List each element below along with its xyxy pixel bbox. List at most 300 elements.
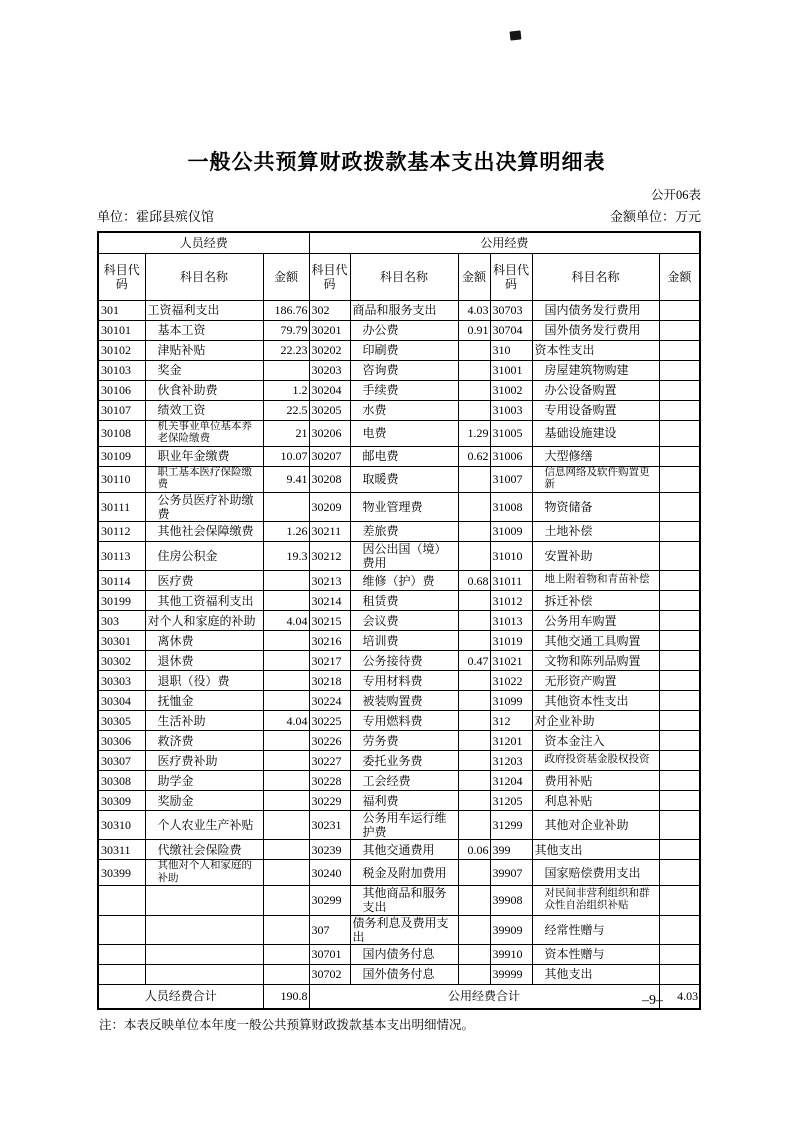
- subject-name-cell: 生活补助: [145, 711, 263, 731]
- subject-name-cell: 机关事业单位基本养老保险缴费: [145, 421, 263, 447]
- subject-name-cell: 劳务费: [350, 731, 458, 751]
- subject-code-cell: 30114: [98, 571, 145, 591]
- col-header-subject-code-1: 科目代码: [98, 254, 145, 301]
- amount-cell: [659, 611, 700, 631]
- amount-cell: [263, 860, 309, 886]
- subject-code-cell: 31204: [490, 771, 532, 791]
- amount-cell: [458, 361, 490, 381]
- amount-cell: 0.68: [458, 571, 490, 591]
- subject-code-cell: 30225: [309, 711, 350, 731]
- amount-cell: [458, 492, 490, 521]
- col-header-subject-name-3: 科目名称: [532, 254, 659, 301]
- subject-code-cell: 303: [98, 611, 145, 631]
- subject-code-cell: 39909: [490, 915, 532, 944]
- amount-cell: [659, 671, 700, 691]
- table-row: [98, 321, 700, 341]
- amount-cell: 10.07: [263, 446, 309, 466]
- subject-name-cell: 绩效工资: [145, 401, 263, 421]
- table-row: [98, 731, 700, 751]
- table-row: [98, 651, 700, 671]
- subject-name-cell: 商品和服务支出: [350, 301, 458, 321]
- subject-code-cell: 30702: [309, 964, 350, 984]
- amount-cell: [458, 691, 490, 711]
- public-total-label: 公用经费合计: [309, 984, 659, 1009]
- group-header-public: 公用经费: [309, 232, 700, 254]
- table-row: [98, 492, 700, 521]
- subject-name-cell: 专用设备购置: [532, 401, 659, 421]
- amount-cell: [263, 811, 309, 840]
- subject-name-cell: 物业管理费: [350, 492, 458, 521]
- subject-name-cell: 医疗费补助: [145, 751, 263, 771]
- table-row: [98, 751, 700, 771]
- amount-cell: 1.26: [263, 521, 309, 541]
- subject-name-cell: 其他资本性支出: [532, 691, 659, 711]
- amount-cell: [458, 341, 490, 361]
- amount-cell: 0.91: [458, 321, 490, 341]
- subject-name-cell: 维修（护）费: [350, 571, 458, 591]
- subject-name-cell: 税金及附加费用: [350, 860, 458, 886]
- table-row: [98, 860, 700, 886]
- subject-code-cell: 30308: [98, 771, 145, 791]
- subject-code-cell: 30305: [98, 711, 145, 731]
- subject-code-cell: 30228: [309, 771, 350, 791]
- subject-code-cell: 399: [490, 840, 532, 860]
- amount-cell: [659, 711, 700, 731]
- table-row: [98, 915, 700, 944]
- subject-code-cell: [98, 964, 145, 984]
- amount-cell: [458, 466, 490, 492]
- subject-name-cell: 公务员医疗补助缴费: [145, 492, 263, 521]
- col-header-amount-3: 金额: [659, 254, 700, 301]
- subject-code-cell: 31012: [490, 591, 532, 611]
- subject-name-cell: 奖金: [145, 361, 263, 381]
- amount-cell: [263, 944, 309, 964]
- amount-cell: [458, 611, 490, 631]
- col-header-amount-2: 金额: [458, 254, 490, 301]
- subject-code-cell: 31299: [490, 811, 532, 840]
- subject-name-cell: 奖励金: [145, 791, 263, 811]
- subject-name-cell: 基础设施建设: [532, 421, 659, 447]
- subject-code-cell: 30112: [98, 521, 145, 541]
- unit-label: 单位：霍邱县殡仪馆: [97, 209, 215, 224]
- amount-cell: [659, 791, 700, 811]
- subject-code-cell: 31002: [490, 381, 532, 401]
- subject-code-cell: 30103: [98, 361, 145, 381]
- subject-code-cell: 31013: [490, 611, 532, 631]
- subject-code-cell: 30311: [98, 840, 145, 860]
- subject-code-cell: 30240: [309, 860, 350, 886]
- subject-name-cell: 资本性支出: [532, 341, 659, 361]
- amount-cell: [263, 915, 309, 944]
- subject-code-cell: 30302: [98, 651, 145, 671]
- subject-name-cell: 公务接待费: [350, 651, 458, 671]
- amount-cell: [659, 811, 700, 840]
- amount-cell: [659, 341, 700, 361]
- table-row: [98, 591, 700, 611]
- subject-name-cell: 被装购置费: [350, 691, 458, 711]
- amount-cell: [458, 811, 490, 840]
- subject-name-cell: 福利费: [350, 791, 458, 811]
- amount-cell: [458, 731, 490, 751]
- subject-name-cell: 退职（役）费: [145, 671, 263, 691]
- amount-cell: [659, 886, 700, 915]
- subject-code-cell: 30206: [309, 421, 350, 447]
- subject-code-cell: 39999: [490, 964, 532, 984]
- subject-code-cell: 31205: [490, 791, 532, 811]
- public-total-value: 4.03: [659, 984, 700, 1009]
- subject-code-cell: 30108: [98, 421, 145, 447]
- subject-code-cell: 30701: [309, 944, 350, 964]
- subject-name-cell: 其他工资福利支出: [145, 591, 263, 611]
- subject-name-cell: 邮电费: [350, 446, 458, 466]
- amount-cell: [263, 492, 309, 521]
- subject-code-cell: 31007: [490, 466, 532, 492]
- subject-name-cell: [145, 886, 263, 915]
- subject-code-cell: 30703: [490, 301, 532, 321]
- amount-cell: [659, 840, 700, 860]
- amount-cell: [458, 771, 490, 791]
- subject-name-cell: 国内债务发行费用: [532, 301, 659, 321]
- amount-cell: [263, 751, 309, 771]
- table-row: [98, 466, 700, 492]
- amount-cell: [263, 361, 309, 381]
- subject-name-cell: 差旅费: [350, 521, 458, 541]
- subject-code-cell: 30205: [309, 401, 350, 421]
- subject-name-cell: 助学金: [145, 771, 263, 791]
- amount-cell: 4.04: [263, 611, 309, 631]
- table-row: [98, 446, 700, 466]
- table-row: [98, 671, 700, 691]
- subject-name-cell: 工资福利支出: [145, 301, 263, 321]
- totals-row: [98, 984, 700, 1009]
- amount-cell: [659, 381, 700, 401]
- subject-name-cell: 办公设备购置: [532, 381, 659, 401]
- amount-cell: [263, 886, 309, 915]
- page-title: 一般公共预算财政拨款基本支出决算明细表: [187, 150, 606, 174]
- subject-code-cell: 30304: [98, 691, 145, 711]
- subject-name-cell: 职工基本医疗保险缴费: [145, 466, 263, 492]
- subject-name-cell: 伙食补助费: [145, 381, 263, 401]
- table-row: [98, 381, 700, 401]
- subject-code-cell: 31022: [490, 671, 532, 691]
- column-header-row: [98, 254, 700, 301]
- subject-code-cell: 31006: [490, 446, 532, 466]
- subject-code-cell: 31011: [490, 571, 532, 591]
- amount-cell: 1.29: [458, 421, 490, 447]
- subject-code-cell: [98, 886, 145, 915]
- content-area: [97, 185, 701, 1033]
- subject-code-cell: 31201: [490, 731, 532, 751]
- amount-cell: [659, 301, 700, 321]
- subject-code-cell: 31203: [490, 751, 532, 771]
- subject-name-cell: 个人农业生产补贴: [145, 811, 263, 840]
- col-header-subject-name-2: 科目名称: [350, 254, 458, 301]
- note-text: 注：本表反映单位本年度一般公共预算财政拨款基本支出明细情况。: [99, 1017, 475, 1032]
- table-row: [98, 840, 700, 860]
- group-header-personnel: 人员经费: [98, 232, 309, 254]
- amount-cell: [458, 711, 490, 731]
- subject-name-cell: 手续费: [350, 381, 458, 401]
- subject-code-cell: 310: [490, 341, 532, 361]
- subject-name-cell: 对个人和家庭的补助: [145, 611, 263, 631]
- subject-code-cell: 30399: [98, 860, 145, 886]
- amount-cell: [458, 915, 490, 944]
- amount-cell: [458, 401, 490, 421]
- subject-code-cell: 30303: [98, 671, 145, 691]
- subject-code-cell: 30214: [309, 591, 350, 611]
- amount-cell: 0.06: [458, 840, 490, 860]
- amount-cell: [458, 964, 490, 984]
- subject-name-cell: 物资储备: [532, 492, 659, 521]
- subject-code-cell: [98, 944, 145, 964]
- amount-cell: [659, 631, 700, 651]
- subject-name-cell: [145, 915, 263, 944]
- subject-name-cell: 土地补偿: [532, 521, 659, 541]
- subject-name-cell: 地上附着物和青苗补偿: [532, 571, 659, 591]
- subject-code-cell: 30226: [309, 731, 350, 751]
- subject-name-cell: 职业年金缴费: [145, 446, 263, 466]
- subject-name-cell: 基本工资: [145, 321, 263, 341]
- subject-code-cell: 31019: [490, 631, 532, 651]
- table-row: [98, 541, 700, 570]
- amount-cell: [659, 446, 700, 466]
- amount-cell: [263, 631, 309, 651]
- amount-cell: [458, 671, 490, 691]
- amount-cell: [659, 691, 700, 711]
- subject-name-cell: 对民间非营利组织和群众性自治组织补贴: [532, 886, 659, 915]
- subject-name-cell: 其他对企业补助: [532, 811, 659, 840]
- subject-code-cell: 30211: [309, 521, 350, 541]
- amount-cell: [659, 944, 700, 964]
- subject-code-cell: 30107: [98, 401, 145, 421]
- subject-code-cell: 30102: [98, 341, 145, 361]
- subject-name-cell: 信息网络及软件购置更新: [532, 466, 659, 492]
- subject-code-cell: 30299: [309, 886, 350, 915]
- sheet-label: 公开06表: [650, 188, 701, 202]
- subject-name-cell: 救济费: [145, 731, 263, 751]
- subject-code-cell: 30301: [98, 631, 145, 651]
- subject-name-cell: [145, 964, 263, 984]
- amount-cell: 22.23: [263, 341, 309, 361]
- table-row: [98, 571, 700, 591]
- subject-name-cell: 国家赔偿费用支出: [532, 860, 659, 886]
- table-row: [98, 341, 700, 361]
- subject-code-cell: 39907: [490, 860, 532, 886]
- table-row: [98, 791, 700, 811]
- subject-name-cell: 专用燃料费: [350, 711, 458, 731]
- subject-name-cell: 印刷费: [350, 341, 458, 361]
- subject-name-cell: 国外债务发行费用: [532, 321, 659, 341]
- subject-code-cell: 30199: [98, 591, 145, 611]
- subject-code-cell: 312: [490, 711, 532, 731]
- subject-code-cell: 30215: [309, 611, 350, 631]
- personnel-total-label: 人员经费合计: [98, 984, 263, 1009]
- subject-name-cell: 无形资产购置: [532, 671, 659, 691]
- amount-cell: [458, 791, 490, 811]
- amount-cell: [458, 591, 490, 611]
- subject-code-cell: 30213: [309, 571, 350, 591]
- subject-name-cell: 资本金注入: [532, 731, 659, 751]
- amount-cell: 19.3: [263, 541, 309, 570]
- table-row: [98, 771, 700, 791]
- amount-cell: [263, 651, 309, 671]
- amount-cell: [659, 571, 700, 591]
- group-header-row: [98, 232, 700, 254]
- subject-name-cell: 债务利息及费用支出: [350, 915, 458, 944]
- subject-name-cell: 经常性赠与: [532, 915, 659, 944]
- subject-code-cell: 30310: [98, 811, 145, 840]
- amount-cell: [659, 915, 700, 944]
- table-row: [98, 691, 700, 711]
- table-row: [98, 631, 700, 651]
- amount-cell: 22.5: [263, 401, 309, 421]
- amount-cell: [659, 466, 700, 492]
- subject-code-cell: 30231: [309, 811, 350, 840]
- subject-code-cell: 31005: [490, 421, 532, 447]
- subject-name-cell: 其他交通工具购置: [532, 631, 659, 651]
- amount-cell: [659, 964, 700, 984]
- subject-code-cell: 31009: [490, 521, 532, 541]
- amount-cell: 1.2: [263, 381, 309, 401]
- subject-name-cell: 公务用车购置: [532, 611, 659, 631]
- table-row: [98, 421, 700, 447]
- amount-cell: [263, 731, 309, 751]
- table-row: [98, 811, 700, 840]
- subject-name-cell: 对企业补助: [532, 711, 659, 731]
- subject-name-cell: 会议费: [350, 611, 458, 631]
- subject-code-cell: 30227: [309, 751, 350, 771]
- amount-cell: [659, 751, 700, 771]
- table-body: [98, 301, 700, 985]
- amount-cell: [263, 591, 309, 611]
- subject-name-cell: 电费: [350, 421, 458, 447]
- amount-cell: [659, 771, 700, 791]
- subject-name-cell: 住房公积金: [145, 541, 263, 570]
- subject-code-cell: 30229: [309, 791, 350, 811]
- subject-code-cell: 30203: [309, 361, 350, 381]
- personnel-total-value: 190.8: [263, 984, 309, 1009]
- table-row: [98, 711, 700, 731]
- subject-code-cell: 30208: [309, 466, 350, 492]
- table-row: [98, 361, 700, 381]
- amount-cell: [263, 671, 309, 691]
- subject-name-cell: 拆迁补偿: [532, 591, 659, 611]
- subject-code-cell: 30216: [309, 631, 350, 651]
- subject-name-cell: 其他支出: [532, 964, 659, 984]
- subject-name-cell: 安置补助: [532, 541, 659, 570]
- subject-name-cell: 国外债务付息: [350, 964, 458, 984]
- subject-code-cell: 30704: [490, 321, 532, 341]
- subject-name-cell: 其他交通费用: [350, 840, 458, 860]
- subject-code-cell: 30307: [98, 751, 145, 771]
- subject-code-cell: 30212: [309, 541, 350, 570]
- subject-name-cell: 政府投资基金股权投资: [532, 751, 659, 771]
- subject-code-cell: 301: [98, 301, 145, 321]
- subject-code-cell: 31021: [490, 651, 532, 671]
- subject-name-cell: 因公出国（境）费用: [350, 541, 458, 570]
- table-row: [98, 301, 700, 321]
- budget-table: [97, 231, 701, 1010]
- subject-code-cell: 39910: [490, 944, 532, 964]
- subject-name-cell: 其他支出: [532, 840, 659, 860]
- amount-cell: 0.47: [458, 651, 490, 671]
- subject-code-cell: 30217: [309, 651, 350, 671]
- amount-cell: [458, 751, 490, 771]
- amount-cell: 4.04: [263, 711, 309, 731]
- amount-cell: [263, 791, 309, 811]
- subject-name-cell: 咨询费: [350, 361, 458, 381]
- subject-code-cell: 302: [309, 301, 350, 321]
- subject-name-cell: 其他对个人和家庭的补助: [145, 860, 263, 886]
- subject-code-cell: 30106: [98, 381, 145, 401]
- amount-cell: [659, 541, 700, 570]
- amount-cell: [458, 521, 490, 541]
- page-number: –9–: [642, 993, 663, 1008]
- subject-name-cell: 办公费: [350, 321, 458, 341]
- col-header-subject-code-3: 科目代码: [490, 254, 532, 301]
- amount-cell: [263, 840, 309, 860]
- subject-code-cell: 30101: [98, 321, 145, 341]
- amount-cell: [458, 944, 490, 964]
- subject-code-cell: 30309: [98, 791, 145, 811]
- subject-name-cell: 其他商品和服务支出: [350, 886, 458, 915]
- amount-cell: [458, 381, 490, 401]
- amount-cell: [659, 521, 700, 541]
- subject-name-cell: 水费: [350, 401, 458, 421]
- table-row: [98, 964, 700, 984]
- amount-cell: [263, 964, 309, 984]
- subject-code-cell: 31099: [490, 691, 532, 711]
- amount-cell: 21: [263, 421, 309, 447]
- subject-name-cell: 退休费: [145, 651, 263, 671]
- subject-code-cell: 30209: [309, 492, 350, 521]
- amount-cell: 4.03: [458, 301, 490, 321]
- amount-cell: [458, 860, 490, 886]
- subject-name-cell: 费用补贴: [532, 771, 659, 791]
- amount-cell: [263, 771, 309, 791]
- subject-code-cell: 307: [309, 915, 350, 944]
- subject-name-cell: 离休费: [145, 631, 263, 651]
- subject-code-cell: [98, 915, 145, 944]
- amount-unit-label: 金额单位：万元: [609, 209, 701, 224]
- subject-name-cell: 房屋建筑物购建: [532, 361, 659, 381]
- subject-code-cell: 30109: [98, 446, 145, 466]
- amount-cell: [659, 401, 700, 421]
- subject-name-cell: 专用材料费: [350, 671, 458, 691]
- subject-code-cell: 31001: [490, 361, 532, 381]
- subject-code-cell: 30113: [98, 541, 145, 570]
- subject-name-cell: 大型修缮: [532, 446, 659, 466]
- amount-cell: [263, 691, 309, 711]
- subject-code-cell: 30202: [309, 341, 350, 361]
- amount-cell: 9.41: [263, 466, 309, 492]
- subject-name-cell: 抚恤金: [145, 691, 263, 711]
- amount-cell: [263, 571, 309, 591]
- amount-cell: [659, 321, 700, 341]
- scan-artifact: [510, 30, 522, 40]
- subject-code-cell: 30110: [98, 466, 145, 492]
- subject-name-cell: 文物和陈列品购置: [532, 651, 659, 671]
- amount-cell: [458, 541, 490, 570]
- subject-code-cell: 30111: [98, 492, 145, 521]
- amount-cell: 0.62: [458, 446, 490, 466]
- table-row: [98, 521, 700, 541]
- subject-code-cell: 30306: [98, 731, 145, 751]
- amount-cell: [659, 651, 700, 671]
- subject-name-cell: 取暖费: [350, 466, 458, 492]
- amount-cell: [458, 631, 490, 651]
- subject-name-cell: 公务用车运行维护费: [350, 811, 458, 840]
